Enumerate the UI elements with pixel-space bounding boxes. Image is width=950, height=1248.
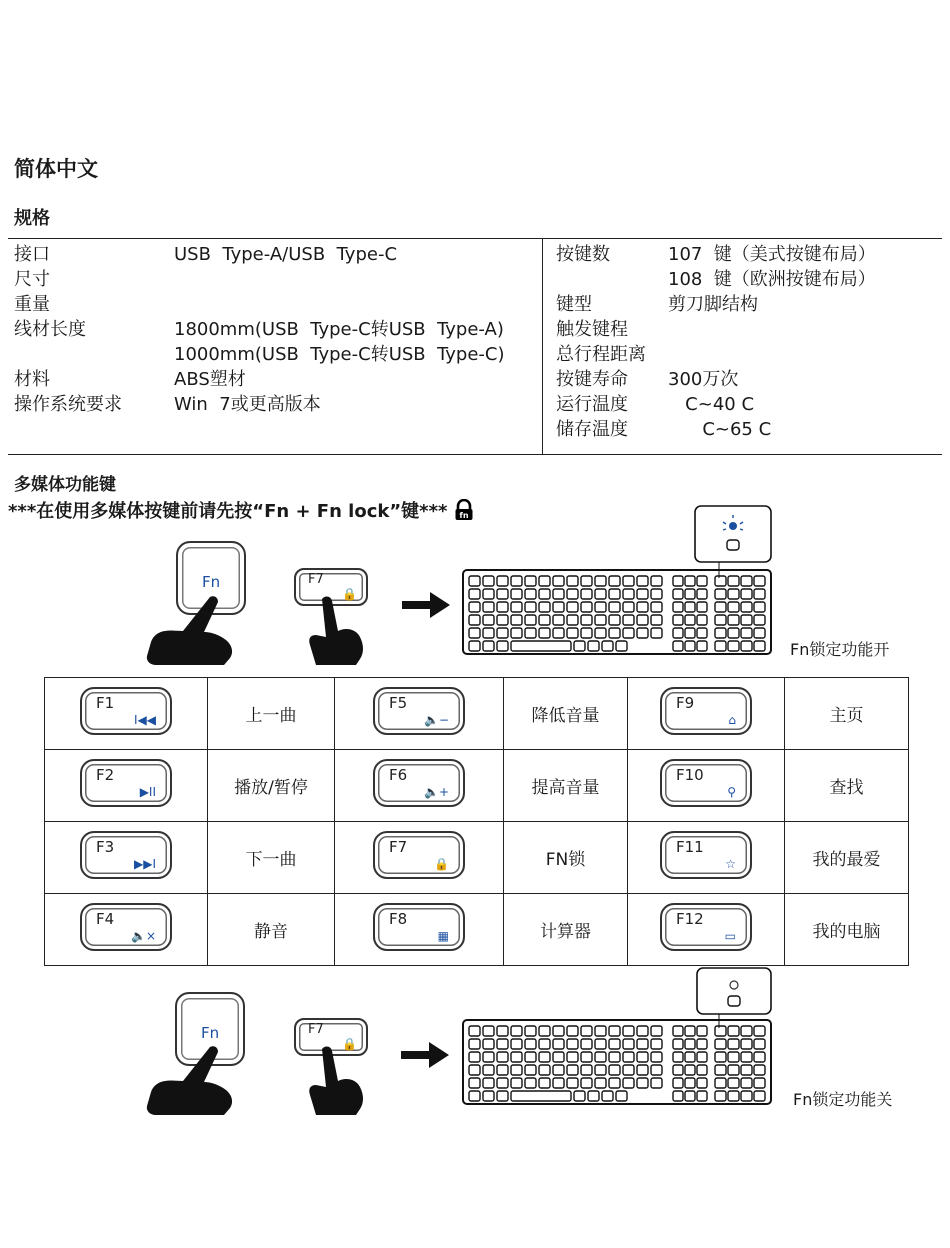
fkey-media-icon: ⌂ [728, 713, 736, 727]
spec-right-label: 键型 [556, 294, 592, 315]
spec-right-label: 按键寿命 [556, 369, 628, 390]
fkey-label: F2 [96, 766, 115, 784]
fkey-description: 下一曲 [208, 822, 335, 894]
fkey-media-icon: ▶II [139, 785, 156, 799]
fkey-f3 [80, 831, 172, 879]
spec-right-value: 剪刀脚结构 [668, 294, 758, 315]
fkey-f2 [80, 759, 172, 807]
spec-right-label: 按键数 [556, 244, 610, 265]
note-text: ***在使用多媒体按键前请先按“Fn + Fn lock”键*** [8, 501, 448, 522]
spec-left-value: 1800mm(USB Type-C转USB Type-A) [174, 319, 504, 340]
spec-left-label: 接口 [14, 244, 50, 265]
spec-left-label: 重量 [14, 294, 50, 315]
fkey-f9 [660, 687, 752, 735]
fkey-cell [335, 822, 504, 894]
fkey-label: F4 [96, 910, 115, 928]
fkey-media-icon: ▭ [724, 929, 736, 943]
spec-left-value: Win 7或更高版本 [174, 394, 321, 415]
spec-left-label: 材料 [14, 369, 50, 390]
hand-icon [300, 1045, 380, 1115]
fkey-media-icon: ☆ [725, 857, 736, 871]
table-row [45, 894, 909, 966]
fkey-cell [45, 894, 208, 966]
fkey-cell [45, 822, 208, 894]
fkey-description: 我的电脑 [785, 894, 909, 966]
spec-right-value: 108 键（欧洲按键布局） [668, 269, 876, 290]
spec-right-label: 运行温度 [556, 394, 628, 415]
fkey-label: F9 [676, 694, 695, 712]
lock-icon: 🔒 [342, 1037, 357, 1051]
keyboard-icon [461, 966, 777, 1108]
f7-key-on-label: F7 [308, 572, 324, 587]
lock-icon: 🔒 [342, 587, 357, 601]
fkey-label: F10 [676, 766, 704, 784]
fkey-description: 我的最爱 [785, 822, 909, 894]
table-row [45, 678, 909, 750]
spec-left-value: 1000mm(USB Type-C转USB Type-C) [174, 344, 505, 365]
table-row [45, 822, 909, 894]
spec-right-value: C~40 C [668, 394, 755, 415]
spec-left-value: ABS塑材 [174, 369, 246, 390]
fkey-label: F8 [389, 910, 408, 928]
fkey-media-icon: ▦ [437, 929, 449, 943]
table-row [45, 750, 909, 822]
fkey-description: 查找 [785, 750, 909, 822]
fkey-description: FN锁 [504, 822, 628, 894]
fkey-cell [335, 894, 504, 966]
fkey-label: F5 [389, 694, 408, 712]
fkey-f4 [80, 903, 172, 951]
fkey-media-icon: 🔈− [424, 713, 449, 727]
fkey-description: 计算器 [504, 894, 628, 966]
spec-left-label: 操作系统要求 [14, 394, 122, 415]
spec-divider [542, 239, 543, 454]
fkey-cell [45, 678, 208, 750]
fkey-media-icon: ⚲ [727, 785, 736, 799]
fn-lock-note [8, 497, 474, 523]
fkey-label: F11 [676, 838, 704, 856]
spec-right-value: 107 键（美式按键布局） [668, 244, 876, 265]
fn-key-off-label: Fn [201, 1024, 220, 1042]
caption-off: Fn锁定功能关 [793, 1090, 893, 1109]
fkey-description: 上一曲 [208, 678, 335, 750]
fkey-media-icon: 🔈+ [424, 785, 449, 799]
page-title: 简体中文 [14, 157, 98, 181]
spec-left-value: USB Type-A/USB Type-C [174, 244, 398, 265]
fkey-label: F12 [676, 910, 704, 928]
fkey-description: 降低音量 [504, 678, 628, 750]
media-heading: 多媒体功能键 [14, 475, 116, 495]
fkey-cell [628, 678, 785, 750]
keyboard-icon [461, 504, 777, 656]
fkey-media-icon: 🔒 [434, 857, 449, 871]
fkey-cell [335, 678, 504, 750]
fkey-media-icon: 🔈× [131, 929, 156, 943]
spec-right-label: 触发键程 [556, 319, 628, 340]
fkey-media-icon: ▶▶I [134, 857, 156, 871]
fkey-description: 主页 [785, 678, 909, 750]
fkey-description: 播放/暂停 [208, 750, 335, 822]
fkey-f1 [80, 687, 172, 735]
arrow-right-icon [401, 1042, 449, 1068]
fkey-label: F3 [96, 838, 115, 856]
fkey-label: F6 [389, 766, 408, 784]
hand-icon [138, 595, 248, 665]
spec-right-value: 300万次 [668, 369, 739, 390]
fkey-f10 [660, 759, 752, 807]
f7-key-off-label: F7 [308, 1022, 324, 1037]
spec-right-label: 储存温度 [556, 419, 628, 440]
fkey-f8 [373, 903, 465, 951]
fkey-cell [628, 894, 785, 966]
spec-table [8, 238, 942, 455]
fkey-cell [45, 750, 208, 822]
fkey-description: 静音 [208, 894, 335, 966]
fkey-f6 [373, 759, 465, 807]
svg-text:fn: fn [459, 511, 469, 520]
spec-left-label: 线材长度 [14, 319, 86, 340]
arrow-right-icon [402, 592, 450, 618]
fkey-cell [628, 822, 785, 894]
hand-icon [300, 595, 380, 665]
fkey-f5 [373, 687, 465, 735]
fkey-f7 [373, 831, 465, 879]
hand-icon [138, 1045, 248, 1115]
fkey-label: F7 [389, 838, 408, 856]
fkey-f11 [660, 831, 752, 879]
spec-right-value: C~65 C [668, 419, 772, 440]
fkey-media-icon: I◀◀ [134, 713, 156, 727]
spec-right-label: 总行程距离 [556, 344, 646, 365]
function-key-table [44, 677, 909, 966]
spec-left-label: 尺寸 [14, 269, 50, 290]
caption-on: Fn锁定功能开 [790, 640, 890, 659]
fkey-cell [335, 750, 504, 822]
fkey-description: 提高音量 [504, 750, 628, 822]
spec-heading: 规格 [14, 208, 50, 229]
fkey-cell [628, 750, 785, 822]
fkey-label: F1 [96, 694, 115, 712]
fkey-f12 [660, 903, 752, 951]
fn-key-on-label: Fn [202, 573, 221, 591]
